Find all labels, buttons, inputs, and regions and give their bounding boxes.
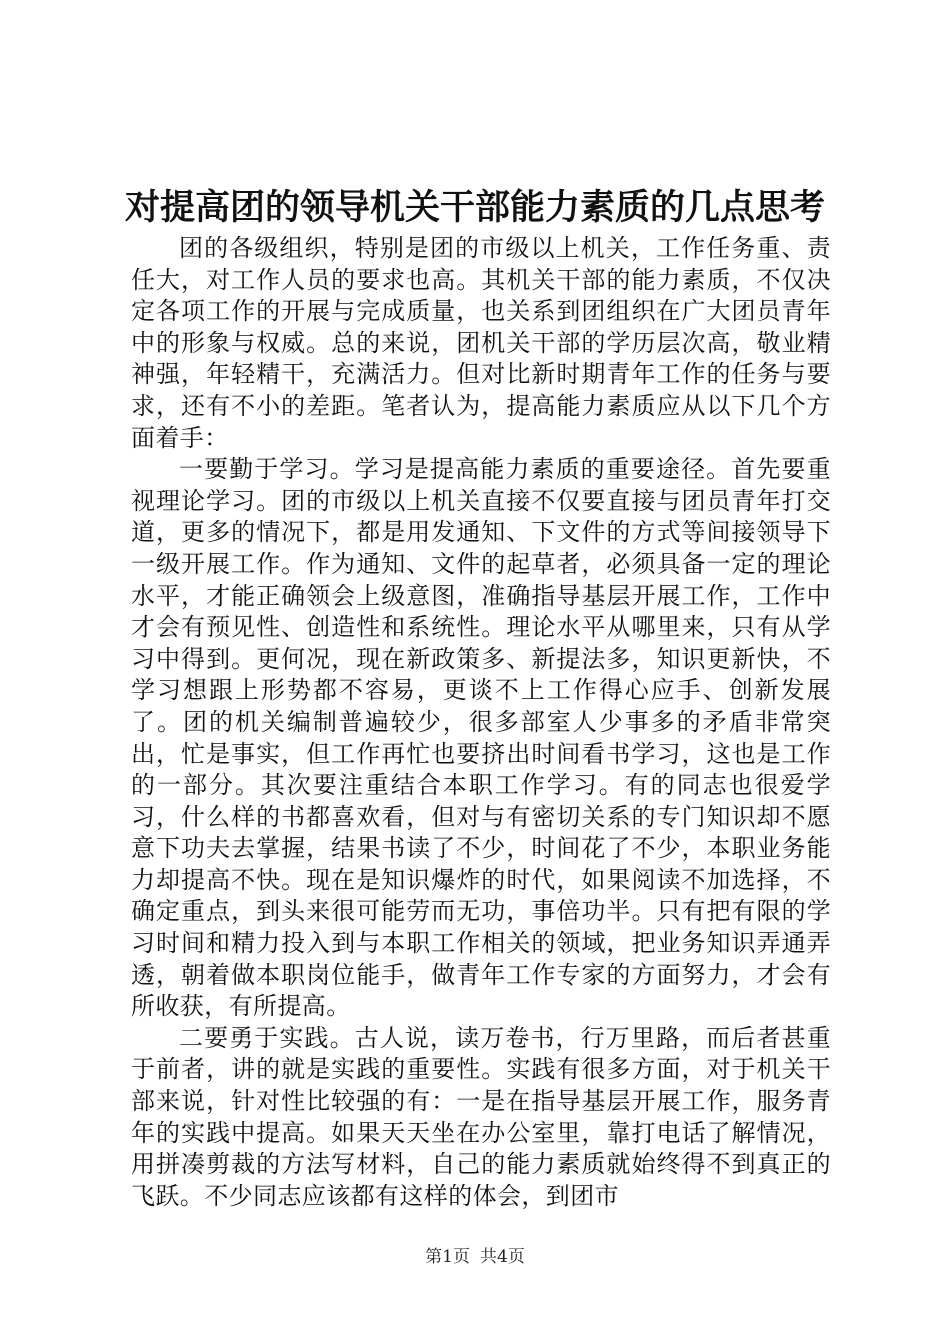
- paragraph-practice: 二要勇于实践。古人说，读万卷书，行万里路，而后者甚重于前者，讲的就是实践的重要性。实践有很多方面，对于机关干部来说，针对性比较强的有：一是在指导基层开展工作，服务青年的实践中提高。如果天天坐在办公室里，靠打电话了解情况，用拼凑剪裁的方法写材料，自己的能力素质就始终得不到真正的飞跃。不少同志应该都有这样的体会，到团市: [131, 1023, 831, 1210]
- page-number: 第1页: [425, 1247, 470, 1267]
- page-footer: [0, 1246, 950, 1268]
- document-title: 对提高团的领导机关干部能力素质的几点思考: [124, 187, 825, 228]
- paragraph-intro: 团的各级组织，特别是团的市级以上机关，工作任务重、责任大，对工作人员的要求也高。其机关干部的能力素质，不仅决定各项工作的开展与完成质量，也关系到团组织在广大团员青年中的形象与权威。总的来说，团机关干部的学历层次高，敬业精神强，年轻精干，充满活力。但对比新时期青年工作的任务与要求，还有不小的差距。笔者认为，提高能力素质应从以下几个方面着手：: [131, 234, 831, 452]
- paragraph-study: 一要勤于学习。学习是提高能力素质的重要途径。首先要重视理论学习。团的市级以上机关直接不仅要直接与团员青年打交道，更多的情况下，都是用发通知、下文件的方式等间接领导下一级开展工作。作为通知、文件的起草者，必须具备一定的理论水平，才能正确领会上级意图，准确指导基层开展工作，工作中才会有预见性、创造性和系统性。理论水平从哪里来，只有从学习中得到。更何况，现在新政策多、新提法多，知识更新快，不学习想跟上形势都不容易，更谈不上工作得心应手、创新发展了。团的机关编制普遍较少，很多部室人少事多的矛盾非常突出，忙是事实，但工作再忙也要挤出时间看书学习，这也是工作的一部分。其次要注重结合本职工作学习。有的同志也很爱学习，什么样的书都喜欢看，但对与有密切关系的专门知识却不愿意下功夫去掌握，结果书读了不少，时间花了不少，本职业务能力却提高不快。现在是知识爆炸的时代，如果阅读不加选择，不确定重点，到头来很可能劳而无功，事倍功半。只有把有限的学习时间和精力投入到与本职工作相关的领域，把业务知识弄通弄透，朝着做本职岗位能手，做青年工作专家的方面努力，才会有所收获，有所提高。: [131, 455, 831, 1021]
- page-total: 共4页: [480, 1247, 525, 1267]
- document-body: [131, 233, 831, 1212]
